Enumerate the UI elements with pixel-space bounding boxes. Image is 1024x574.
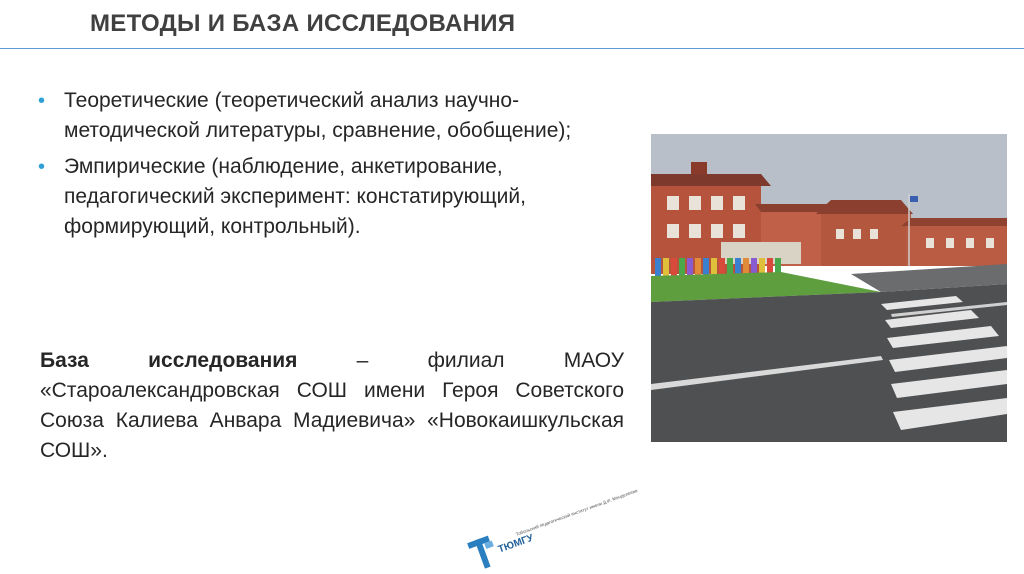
title-divider [0, 48, 1024, 49]
bullet-text-empirical: Эмпирические (наблюдение, анкетирование, педагогический эксперимент: констатирующий, формирующий, контрольный). [64, 155, 526, 238]
research-base-paragraph [40, 346, 624, 466]
bullet-icon: • [38, 156, 46, 178]
methods-list [38, 86, 628, 248]
list-item [38, 152, 628, 242]
university-logo [462, 488, 639, 566]
list-item [38, 86, 628, 146]
school-photo [651, 134, 1007, 442]
research-base-text: – филиал МАОУ «Старoалександровская СОШ имени Героя Советского Союза Калиева Анвара Мадиевича» «Новокаишкульская СОШ». [40, 349, 624, 462]
bullet-text-theoretical: Теоретические (теоретический анализ научно-методической литературы, сравнение, обобщение); [64, 89, 572, 142]
bullet-icon: • [38, 90, 46, 112]
logo-wordmark: ТЮМГУ [496, 532, 535, 556]
research-base-label: База исследования [40, 349, 298, 372]
logo-caption: Тобольский педагогический институт имени Д.И. Менделеева [515, 488, 639, 537]
slide-title: МЕТОДЫ И БАЗА ИССЛЕДОВАНИЯ [90, 10, 516, 37]
